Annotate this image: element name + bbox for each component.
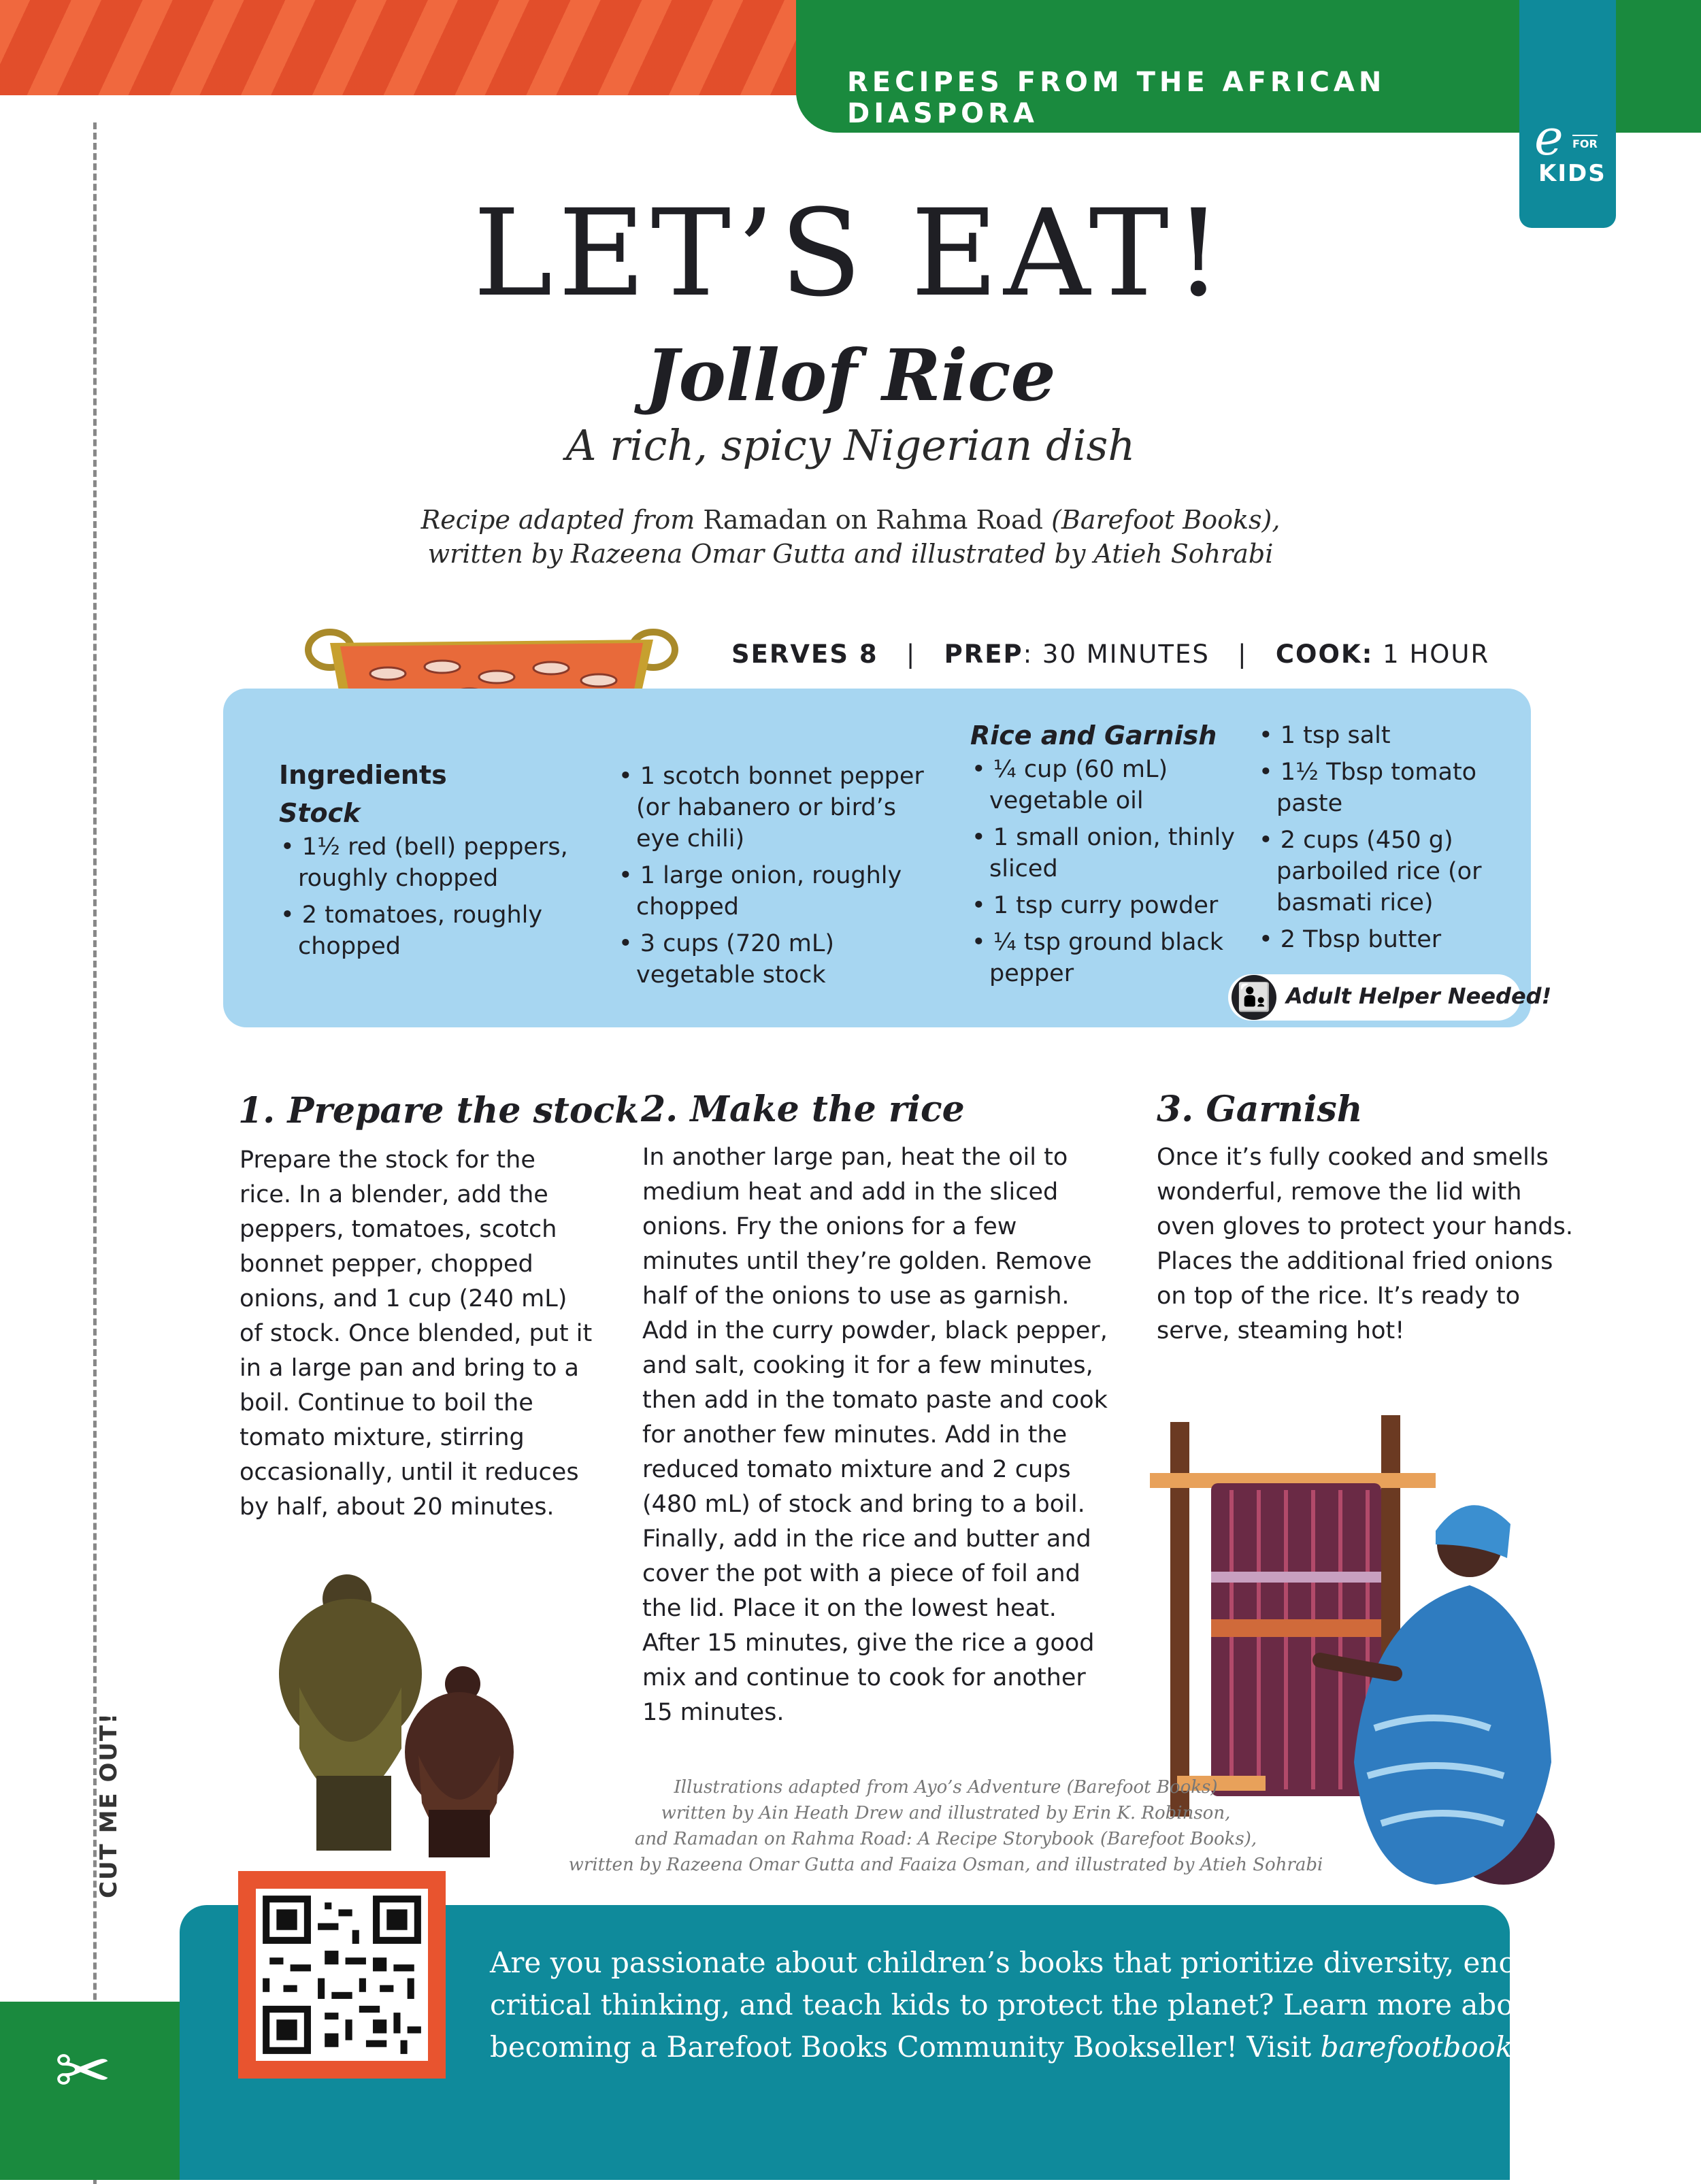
step-3-body: Once it’s fully cooked and smells wonderful, remove the lid with oven gloves to protect your hands. Places the additional fried onions on top of the rice. It’s ready to serve, steaming hot!	[1157, 1144, 1574, 1344]
badge-for: FOR	[1572, 135, 1598, 150]
illustration-credit-line: and Ramadan on Rahma Road: A Recipe Storybook (Barefoot Books),	[634, 1829, 1257, 1849]
step-1-body: Prepare the stock for the rice. In a blender, add the peppers, tomatoes, scotch bonnet pepper, chopped onions, and 1 cup (240 mL) of stock. Once blended, put it in a large pan and bring to a boil. Continue to boil the tomato mixture, stirring occasionally, until it reduces by half, about 20 minutes.	[240, 1146, 593, 1521]
series-title: RECIPES FROM THE AFRICAN DIASPORA	[847, 67, 1386, 129]
list-item: • 2 cups (450 g) parboiled rice (or basmati rice)	[1257, 825, 1523, 919]
step-1-title: 1. Prepare the stock	[238, 1090, 640, 1131]
cook-value: 1 HOUR	[1373, 640, 1490, 669]
list-item: • 1½ red (bell) peppers, roughly chopped	[279, 831, 592, 894]
recipe-credit-line-1: Recipe adapted from Ramadan on Rahma Road (Barefoot Books),	[420, 505, 1281, 535]
list-item: • 1 tsp curry powder	[970, 890, 1256, 921]
ingredients-column-stock-a	[279, 759, 592, 967]
dish-tagline: A rich, spicy Nigerian dish	[565, 420, 1136, 470]
ingredients-heading: Ingredients	[279, 760, 447, 790]
prep-label: PREP	[944, 640, 1023, 669]
list-item: • 2 Tbsp butter	[1257, 924, 1523, 955]
cut-me-out-label: CUT ME OUT!	[95, 1712, 122, 1898]
list-item: • ¼ cup (60 mL) vegetable oil	[970, 754, 1256, 816]
step-3-title: 3. Garnish	[1157, 1089, 1363, 1130]
qr-code[interactable]	[256, 1889, 428, 2061]
list-item: • 1½ Tbsp tomato paste	[1257, 757, 1523, 819]
page-title: LET’S EAT!	[473, 184, 1228, 323]
step-2-body: In another large pan, heat the oil to medium heat and add in the sliced onions. Fry the onions for a few minutes until they’re golden. Remove half of the onions to use as garnish. Add in the curry powder, black pepper, and salt, cooking it for a few minutes, then add in the tomato paste and cook for another few minutes. Add in the reduced tomato mixture and 2 cups (480 mL) of stock and bring to a boil. Finally, add in the rice and butter and cover the pot with a piece of foil and the lid. Place it on the lowest heat. After 15 minutes, give the rice a good mix and continue to cook for another 15 minutes.	[642, 1144, 1108, 1726]
list-item: • 3 cups (720 mL) vegetable stock	[617, 928, 944, 991]
ingredients-column-rice-b	[1257, 720, 1523, 961]
scissors-icon: ✂	[54, 2031, 112, 2111]
top-orange-banner	[0, 0, 816, 95]
illustration-credit-line: written by Ain Heath Drew and illustrated by Erin K. Robinson,	[661, 1803, 1231, 1823]
recipe-credit-line-2: written by Razeena Omar Gutta and illustrated by Atieh Sohrabi	[427, 539, 1274, 569]
list-item: • 1 small onion, thinly sliced	[970, 822, 1256, 884]
step-2-title: 2. Make the rice	[641, 1089, 965, 1130]
serves-label: SERVES 8	[731, 640, 878, 669]
illustration-credit-line: written by Razeena Omar Gutta and Faaiza Osman, and illustrated by Atieh Sohrabi	[568, 1855, 1323, 1875]
ingredients-column-rice-a	[970, 720, 1256, 995]
list-item: • ¼ tsp ground black pepper	[970, 927, 1256, 989]
ingredients-column-stock-b	[617, 761, 944, 996]
list-item: • 1 large onion, roughly chopped	[617, 860, 944, 923]
rice-garnish-heading: Rice and Garnish	[970, 721, 1217, 750]
illustration-credit-line: Illustrations adapted from Ayo’s Adventure (Barefoot Books)	[674, 1777, 1218, 1798]
badge-kids: KIDS	[1538, 160, 1606, 187]
list-item: • 1 tsp salt	[1257, 720, 1523, 751]
badge-e: e	[1534, 109, 1564, 166]
promo-text-line-1: Are you passionate about children’s books that prioritize diversity, encourage	[490, 1946, 1617, 1979]
promo-text-line-3: becoming a Barefoot Books Community Bookseller! Visit barefootbooks.com/cb.	[490, 2030, 1650, 2064]
adult-helper-label: Adult Helper Needed!	[1286, 983, 1552, 1009]
prep-value: : 30 MINUTES	[1023, 640, 1210, 669]
cook-label: COOK:	[1275, 640, 1374, 669]
promo-link[interactable]: barefootbooks.com/cb	[1320, 2030, 1641, 2064]
adult-helper-icon: 👨‍👦	[1232, 975, 1276, 1020]
stock-heading: Stock	[279, 798, 361, 828]
list-item: • 1 scotch bonnet pepper (or habanero or bird’s eye chili)	[617, 761, 944, 855]
recipe-meta: SERVES 8 | PREP: 30 MINUTES | COOK: 1 HOUR	[731, 640, 1490, 669]
promo-text-line-2: critical thinking, and teach kids to protect the planet? Learn more about	[490, 1988, 1544, 2021]
list-item: • 2 tomatoes, roughly chopped	[279, 899, 592, 962]
dish-name: Jollof Rice	[645, 333, 1056, 417]
